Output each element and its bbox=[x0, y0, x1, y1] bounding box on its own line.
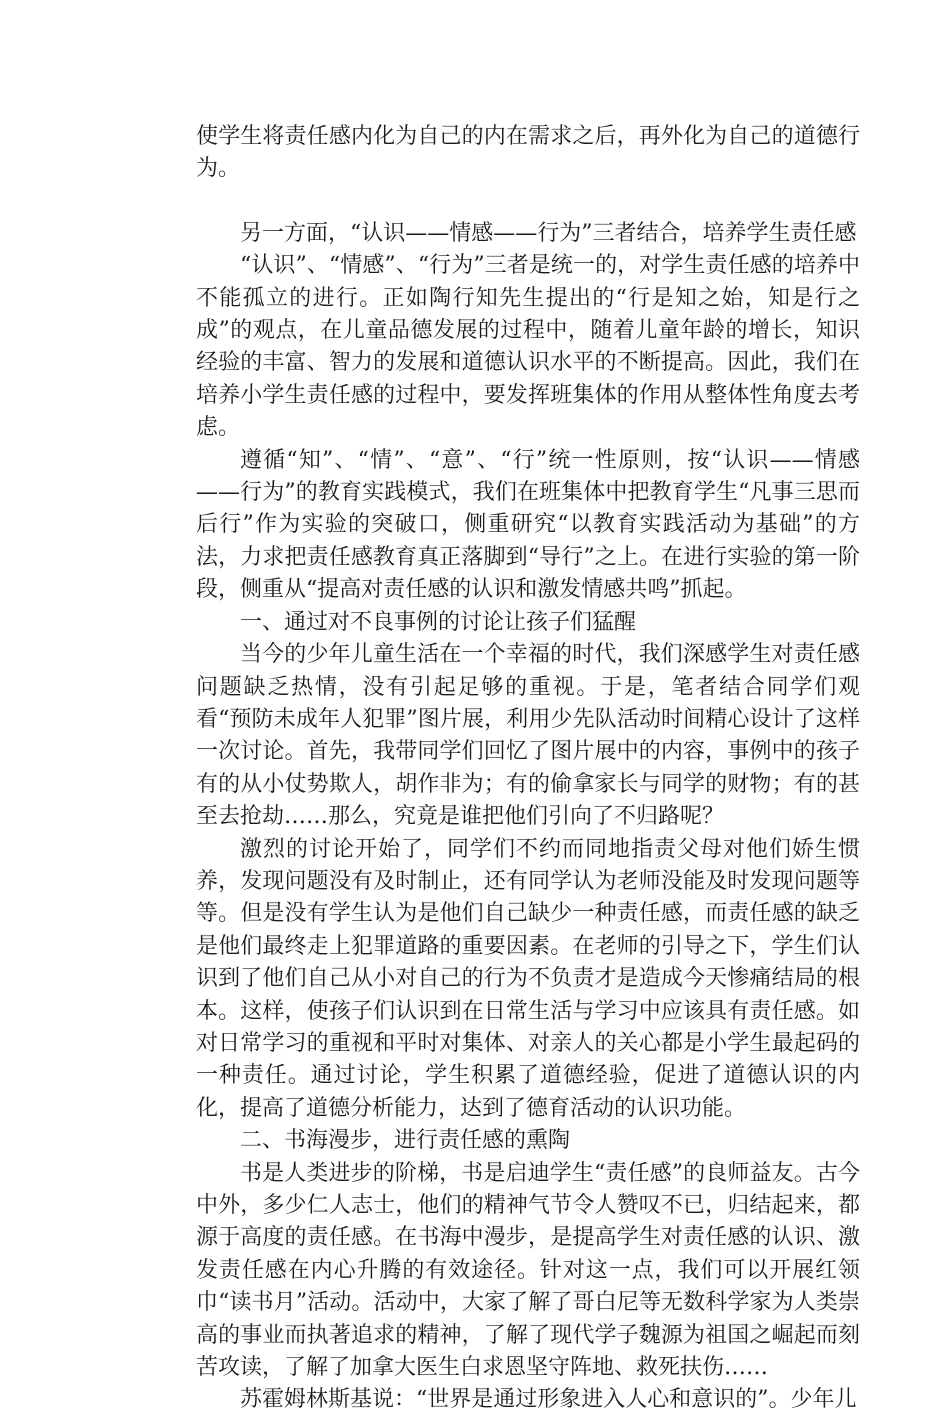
body-paragraph: “认识”、“情感”、“行为”三者是统一的，对学生责任感的培养中不能孤立的进行。正如陶行知先生提出的“行是知之始，知是行之成”的观点，在儿童品德发展的过程中，随着儿童年龄的增长，知识经验的丰富、智力的发展和道德认识水平的不断提高。因此，我们在培养小学生责任感的过程中，要发挥班集体的作用从整体性角度去考虑。 bbox=[196, 253, 860, 441]
section-heading-cognition-emotion-behavior: 另一方面，“认识——情感——行为”三者结合，培养学生责任感 bbox=[240, 220, 857, 246]
body-paragraph: 遵循“知”、“情”、“意”、“行”统一性原则，按“认识——情感——行为”的教育实践模式，我们在班集体中把教育学生“凡事三思而后行”作为实验的突破口，侧重研究“以教育实践活动为基础”的方法，力求把责任感教育真正落脚到“导行”之上。在进行实验的第一阶段，侧重从“提高对责任感的认识和激发情感共鸣”抓起。 bbox=[196, 447, 860, 603]
body-paragraph: 激烈的讨论开始了，同学们不约而同地指责父母对他们娇生惯养，发现问题没有及时制止，还有同学认为老师没能及时发现问题等等。但是没有学生认为是他们自己缺少一种责任感，而责任感的缺乏是他们最终走上犯罪道路的重要因素。在老师的引导之下，学生们认识到了他们自己从小对自己的行为不负责才是造成今天惨痛结局的根本。这样，使孩子们认识到在日常生活与学习中应该具有责任感。如对日常学习的重视和平时对集体、对亲人的关心都是小学生最起码的一种责任。通过讨论，学生积累了道德经验，促进了道德认识的内化，提高了道德分析能力，达到了德育活动的认识功能。 bbox=[196, 836, 860, 1121]
body-paragraph: 当今的少年儿童生活在一个幸福的时代，我们深感学生对责任感问题缺乏热情，没有引起足够的重视。于是，笔者结合同学们观看“预防未成年人犯罪”图片展，利用少先队活动时间精心设计了这样一次讨论。首先，我带同学们回忆了图片展中的内容，事例中的孩子有的从小仗势欺人，胡作非为；有的偷拿家长与同学的财物；有的甚至去抢劫……那么，究竟是谁把他们引向了不归路呢？ bbox=[196, 642, 860, 830]
section-heading-1: 一、通过对不良事例的讨论让孩子们猛醒 bbox=[240, 609, 637, 635]
document-page bbox=[196, 121, 860, 1417]
body-paragraph: 书是人类进步的阶梯，书是启迪学生“责任感”的良师益友。古今中外，多少仁人志士，他们的精神气节令人赞叹不已，归结起来，都源于高度的责任感。在书海中漫步，是提高学生对责任感的认识、激发责任感在内心升腾的有效途径。针对这一点，我们可以开展红领巾“读书月”活动。活动中，大家了解了哥白尼等无数科学家为人类崇高的事业而执著追求的精神，了解了现代学子魏源为祖国之崛起而刻苦攻读，了解了加拿大医生白求恩坚守阵地、救死扶伤…… bbox=[196, 1160, 860, 1381]
paragraph-continuation: 使学生将责任感内化为自己的内在需求之后，再外化为自己的道德行为。 bbox=[196, 124, 860, 182]
paragraph-gap bbox=[196, 186, 860, 218]
section-heading-2: 二、书海漫步，进行责任感的熏陶 bbox=[240, 1128, 571, 1154]
body-paragraph: 苏霍姆林斯基说：“世界是通过形象进入人心和意识的”。少年儿 bbox=[240, 1387, 857, 1413]
